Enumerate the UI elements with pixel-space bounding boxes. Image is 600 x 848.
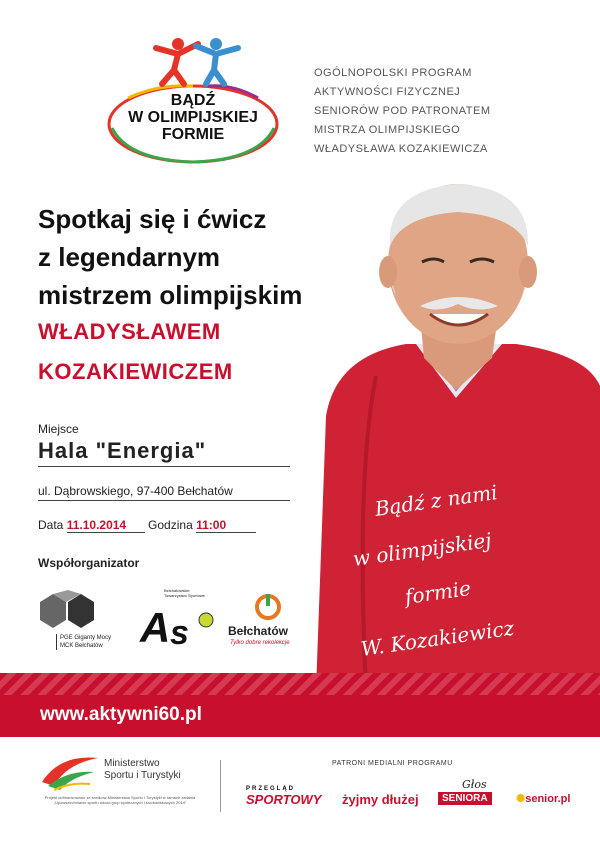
przeglad-sportowy-logo bbox=[246, 786, 332, 808]
time-label: Godzina bbox=[148, 518, 193, 532]
program-line: OGÓLNOPOLSKI PROGRAM bbox=[314, 67, 472, 79]
pge-cube-icon bbox=[38, 590, 98, 630]
decorative-stripe bbox=[0, 673, 600, 695]
partner-slogan: Tylko dobre rekolekcje bbox=[230, 640, 290, 646]
sun-icon: ✺ bbox=[516, 793, 526, 805]
place-label: Miejsce bbox=[38, 422, 79, 436]
program-line: SENIORÓW POD PATRONATEM bbox=[314, 105, 491, 117]
program-line: AKTYWNOŚCI FIZYCZNEJ bbox=[314, 86, 461, 98]
logo-text: BĄDŹ bbox=[170, 92, 216, 109]
place-value: Hala "Energia" bbox=[38, 438, 290, 467]
media-logo-text: SENIORA bbox=[438, 792, 492, 805]
program-logo bbox=[98, 36, 288, 166]
handwriting-line: formie bbox=[403, 575, 473, 609]
ministry-logo bbox=[40, 752, 240, 792]
address: ul. Dąbrowskiego, 97-400 Bełchatów bbox=[38, 484, 290, 501]
date-label: Data bbox=[38, 518, 64, 532]
headline-line: mistrzem olimpijskim bbox=[38, 280, 303, 310]
headline bbox=[38, 200, 302, 314]
media-logo-text: PRZEGLĄD bbox=[246, 786, 295, 792]
apple-power-icon bbox=[248, 590, 288, 620]
coorganizer-label: Współorganizator bbox=[38, 556, 140, 570]
signature: W. Kozakiewicz bbox=[359, 615, 516, 661]
media-logo-text: senior.pl bbox=[525, 793, 571, 805]
website-link[interactable]: www.aktywni60.pl bbox=[40, 704, 202, 725]
ministry-name: Ministerstwo bbox=[104, 758, 160, 769]
svg-text:s: s bbox=[170, 614, 189, 652]
headline-line: Spotkaj się i ćwicz bbox=[38, 204, 267, 234]
program-line: WŁADYSŁAWA KOZAKIEWICZA bbox=[314, 143, 488, 155]
logo-text: FORMIE bbox=[161, 126, 225, 143]
time-value: 11:00 bbox=[196, 518, 256, 533]
name-line: WŁADYSŁAWEM bbox=[38, 319, 221, 344]
ministry-swoosh-icon bbox=[40, 752, 100, 792]
glos-seniora-logo bbox=[438, 778, 504, 808]
champion-name bbox=[38, 312, 233, 392]
logo-text: W OLIMPIJSKIEJ bbox=[128, 109, 258, 126]
partner-name: Bełchatów bbox=[228, 624, 289, 638]
partner-pge-logo bbox=[38, 590, 128, 654]
handwriting-line: Bądź z nami bbox=[373, 480, 499, 521]
media-patrons-label: PATRONI MEDIALNI PROGRAMU bbox=[332, 760, 453, 767]
program-description bbox=[314, 64, 514, 159]
ministry-name: Sportu i Turystyki bbox=[104, 770, 181, 781]
handwritten-message bbox=[340, 480, 600, 670]
program-line: MISTRZA OLIMPIJSKIEGO bbox=[314, 124, 461, 136]
funding-note: Projekt dofinansowano ze środków Ministerstwa Sportu i Turystyki w ramach zadania „Upowszechnianie sportu wśród grup społecznych i środowiskowych 2014” bbox=[44, 795, 196, 805]
partner-caption: PGE Giganty Mocy bbox=[60, 635, 112, 641]
date-value: 11.10.2014 bbox=[67, 518, 145, 533]
partner-caption: MCK Bełchatów bbox=[60, 643, 103, 649]
senior-pl-logo bbox=[516, 792, 570, 805]
name-line: KOZAKIEWICZEM bbox=[38, 359, 233, 384]
svg-text:A: A bbox=[140, 604, 171, 651]
partner-belchatow-logo bbox=[228, 590, 308, 660]
partner-caption: Bełchatowskie Towarzystwo Sportowe bbox=[164, 588, 205, 598]
handwriting-line: w olimpijskiej bbox=[351, 527, 493, 571]
partner-bts-logo bbox=[138, 586, 218, 652]
headline-line: z legendarnym bbox=[38, 242, 221, 272]
media-logo-text: Głos bbox=[462, 778, 487, 791]
date-row bbox=[38, 518, 256, 533]
footer-divider bbox=[220, 760, 221, 812]
zyjmy-dluzej-logo: żyjmy dłużej bbox=[342, 792, 419, 807]
media-logo-text: SPORTOWY bbox=[246, 792, 322, 807]
